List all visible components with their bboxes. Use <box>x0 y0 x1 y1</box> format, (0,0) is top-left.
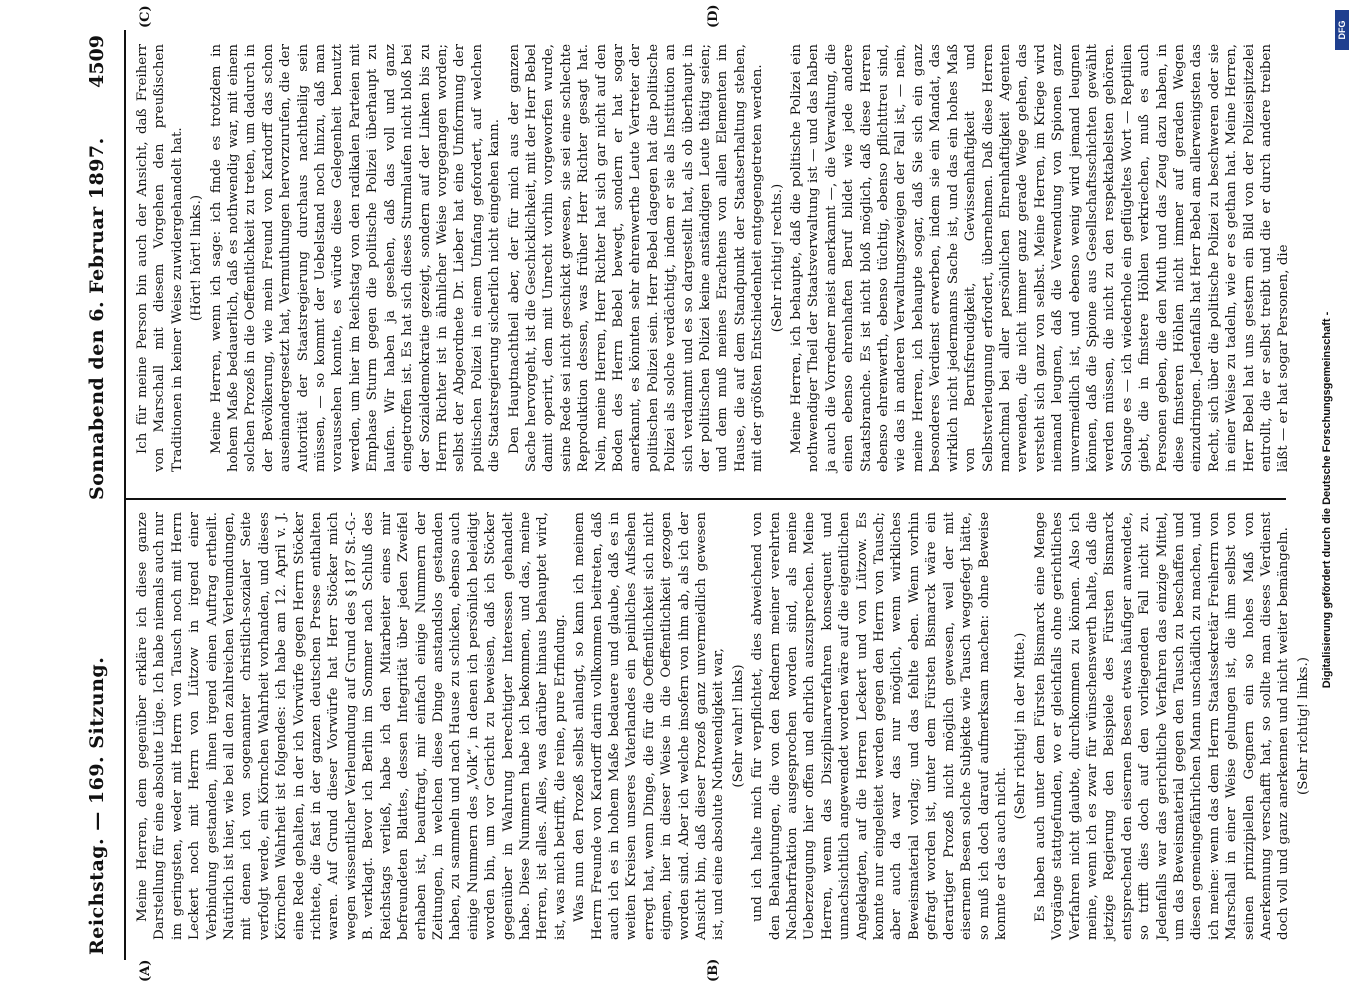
credit-text: Digitalisierung gefördert durch die Deutsche Forschungsgemeinschaft - <box>1321 311 1333 689</box>
paragraph: Es haben auch unter dem Fürsten Bismarck eine Menge Vorgänge stattgefunden, wo er gleichfalls ohne gerichtliches Verfahren nicht glaubte, durchkommen zu können. Also ich meine, wenn ich es zwar für wünschenswerth halte, daß die jetzige Regierung den Beispiele des Fürsten Bismarck entsprechend den eisernen Besen etwas häufiger anwendete, so trifft dies doch auf den vorliegenden Fall nicht zu. Jedenfalls war das gerichtliche Verfahren das einzige Mittel, um das Beweismaterial gegen den Tausch zu beschaffen und diesen gemeingefährlichen Mann unschädlich zu machen, und ich meine: wenn das dem Herrn Staatssekretär Freiherrn von Marschall in einer Weise gelungen ist, die ihm selbst von seinen prinzipiellen Gegnern ein so hohes Maß von Anerkennung verschafft hat, so sollte man dieses Verdienst doch voll und ganz anerkennen und nicht weiter bemängeln. <box>1032 512 1292 940</box>
interjection: (Hört! hört! links.) <box>189 194 205 322</box>
paragraph: Meine Herren, ich behaupte, daß die politische Polizei ein nothwendiger Theil der Staatsverwaltung ist — und das haben ja auch die Vorredner meist anerkannt —, die Verwaltung, die einen ebenso ehrenhaften Beruf bildet wie jede andere Staatsbranche. Es ist nicht bloß möglich, daß diese Herren ebenso ehrenwerth, ebenso tüchtig, ebenso pflichttreu sind, wie das in anderen Verwaltungszweigen der Fall ist, — nein, meine Herren, ich behaupte sogar, daß Sie sich ein ganz besonderes Verdienst erwerben, indem sie ein Mandat, das wirklich nicht jedermanns Sache ist, und das ein hohes Maß von Berufsfreudigkeit, Gewissenhaftigkeit und Selbstverleugnung erfordert, übernehmen. Daß diese Herren manchmal bei aller persönlichen Ehrenhaftigkeit Agenten verwenden, die nicht immer ganz gerade Wege gehen, das versteht sich ganz von selbst. Meine Herren, im Kriege wird niemand leugnen, daß die Verwendung von Spionen ganz unvermeidlich ist, und ebenso wenig wird jemand leugnen können, daß die Spione aus Gesellschaftsschichten gewählt werden müssen, die nicht zu den respektabelsten gehören. Solange es — ich wiederhole ein geflügeltes Wort — Reptilien giebt, die in finstere Höhlen verkriechen, muß es auch Personen geben, die den Muth und das Zeug dazu haben, in diese finsteren Höhlen nicht immer auf geraden Wegen einzudringen. Jedenfalls hat Herr Bebel am allerwenigsten das Recht, sich über die politische Polizei zu beschweren oder sie in einer Weise zu tadeln, wie er es gethan hat. Meine Herren, Herr Bebel hat uns gestern ein Bild von der Polizeispitzelei entrollt, die er selbst treibt und die er durch andere treiben läßt — er hat sogar Personen, die <box>789 44 1292 472</box>
newspaper-page <box>26 0 1326 1000</box>
interjection: (Sehr richtig! in der Mitte.) <box>1013 632 1029 820</box>
digitization-credit <box>1318 160 1340 840</box>
header-rule <box>124 30 126 960</box>
paragraph: Was nun den Prozeß selbst anlangt, so kann ich meinem Herrn Freunde von Kardorff darin vollkommen beitreten, daß auch ich es in hohem Maße bedauere und glaube, daß es in weiten Kreisen unseres Vaterlandes ein peinliches Aufsehen erregt hat, wenn Dinge, die für die Oeffentlichkeit sich nicht eignen, hier in dieser Weise in die Oeffentlichkeit gezogen worden sind. Aber ich welche insofern von ihm ab, als ich der Ansicht bin, daß dieser Prozeß ganz unvermeidlich gewesen ist, und eine absolute Nothwendigkeit war, <box>572 512 727 940</box>
page-number: 4509 <box>86 35 108 88</box>
margin-marker-a: (A) <box>138 959 153 982</box>
margin-marker-d: (D) <box>706 4 721 28</box>
paragraph: Meine Herren, wenn ich sage: ich finde es trotzdem in hohem Maße bedauerlich, daß es nothwendig war, mit einem solchen Prozeß in die Oeffentlichkeit zu treten, um dadurch in der Bevölkerung, wie mein Freund von Kardorff das schon auseinandergesetzt hat, Vermuthungen hervorzurufen, die der Autorität der Staatsregierung durchaus nachtheilig sein müssen, — so kommt der Uebelstand noch hinzu, daß man voraussehen konnte, es würde diese Gelegenheit benutzt werden, um hier im Reichstag von den radikalen Parteien mit Emphase Sturm gegen die politische Polizei überhaupt zu laufen. Wir haben ja gesehen, daß das voll und ganz eingetroffen ist. Es hat sich dieses Sturmlaufen nicht bloß bei der Sozialdemokratie gezeigt, sondern auf der Linken bis zu Herrn Richter ist in ähnlicher Weise vorgegangen worden; selbst der Abgeordnete Dr. Lieber hat eine Umformung der politischen Polizei in einem Umfang gefordert, auf welchen die Staatsregierung sicherlich nicht eingehen kann. <box>208 44 503 472</box>
right-text-column <box>134 44 1295 472</box>
paragraph: Ich für meine Person bin auch der Ansicht, daß Freiherr von Marschall mit diesem Vorgehen den preußischen Traditionen in keiner Weise zuwidergehandelt hat. <box>135 44 185 472</box>
left-text-column <box>134 512 1314 940</box>
dfg-logo-text: DFG <box>1337 20 1347 40</box>
dfg-logo <box>1335 10 1349 50</box>
interjection: (Sehr wahr! links) <box>730 664 746 788</box>
column-divider <box>124 498 1286 500</box>
paragraph: Meine Herren, dem gegenüber erkläre ich diese ganze Darstellung für eine absolute Lüge. Ich habe niemals auch nur im geringsten, weder mit Herrn von Tausch noch mit Herrn Leckert noch mit Herrn von Lützow in irgend einer Verbindung gestanden, ihnen irgend einen Auftrag ertheilt. Natürlich ist hier, wie bei all den zahlreichen Verleumdungen, mit denen ich von sogenannter christlich-sozialer Seite verfolgt werde, ein Körnchen Wahrheit vorhanden, und dieses Körnchen Wahrheit ist folgendes: ich habe am 12. April v. J. eine Rede gehalten, in der ich Vorwürfe gegen Herrn Stöcker richtete, die fast in der ganzen deutschen Presse enthalten waren. Auf Grund dieser Vorwürfe hat Herr Stöcker mich wegen wissentlicher Verleumdung auf Grund des § 187 St.-G.-B. verklagt. Bevor ich Berlin im Sommer nach Schluß des Reichstags verließ, habe ich den Mitarbeiter eines mir befreundeten Blattes, dessen Integrität über jeden Zweifel erhaben ist, beauftragt, mir einfach einige Nummern der Zeitungen, in welchen diese Dinge anstandslos gestanden haben, zu sammeln und nach Hause zu schicken, ebenso auch einige Nummern des „Volk“, in denen ich persönlich beleidigt worden bin, um vor Gericht zu beweisen, daß ich Stöcker gegenüber in Wahrung berechtigter Interessen gehandelt habe. Diese Nummern habe ich bekommen, und das, meine Herren, ist alles. Alles, was darüber hinaus behauptet wird, ist, was mich betrifft, die reine, pure Erfindung. <box>135 512 568 940</box>
margin-marker-b: (B) <box>706 958 721 982</box>
header-left-title: Reichstag. — 169. Sitzung. <box>86 656 108 955</box>
margin-marker-c: (C) <box>138 5 153 28</box>
paragraph: Den Hauptnachtheil aber, der für mich aus der ganzen Sache hervorgeht, ist die Geschicklichkeit, mit der Herr Bebel damit operirt, dem mit Unrecht vorhin vorgeworfen wurde, seine Rede sei nicht geschickt gewesen, sie sei eine schlechte Reproduktion dessen, was früher Herr Richter gesagt hat. Nein, meine Herren, Herr Richter hat sich gar nicht auf den Boden des Herrn Bebel bewegt, sondern er hat sogar anerkannt, es könnten sehr ehrenwerthe Leute Vertreter der politischen Polizei sein. Herr Bebel dagegen hat die politische Polizei als solche verdächtigt, indem er sie als Institution an sich verdammt und es so dargestellt hat, als ob überhaupt in der politischen Polizei keine anständigen Leute thätig seien; und dem muß meines Erachtens von allen Elementen im Hause, die auf dem Standpunkt der Staatserhaltung stehen, mit der größten Entschiedenheit entgegengetreten werden. <box>506 44 766 472</box>
interjection: (Sehr richtig! rechts.) <box>769 183 785 333</box>
paragraph: und ich halte mich für verpflichtet, dies abweichend von den Behauptungen, die von den Rednern meiner verehrten Nachbarfraktion ausgesprochen worden sind, als meine Ueberzeugung hier offen und ehrlich auszusprechen. Meine Herren, wenn das Disziplinarverfahren konsequent und unnachsichtlich angewendet worden wäre auf die eigentlichen Angeklagten, auf die Herren Leckert und von Lützow. Es konnte nur eingeleitet werden gegen den Herrn von Tausch; aber auch da war das nur möglich, wenn wirkliches Beweismaterial vorlag; und das fehlte eben. Wenn vorhin gefragt worden ist, unter dem Fürsten Bismarck wäre ein derartiger Prozeß nicht möglich gewesen, weil der mit eisernem Besen solche Subjekte wie Tausch weggefegt hätte, so muß ich doch darauf aufmerksam machen: ohne Beweise konnte er das auch nicht. <box>750 512 1009 940</box>
interjection: (Sehr richtig! links.) <box>1295 657 1311 795</box>
header-right-date: Sonnabend den 6. Februar 1897. <box>86 137 108 500</box>
